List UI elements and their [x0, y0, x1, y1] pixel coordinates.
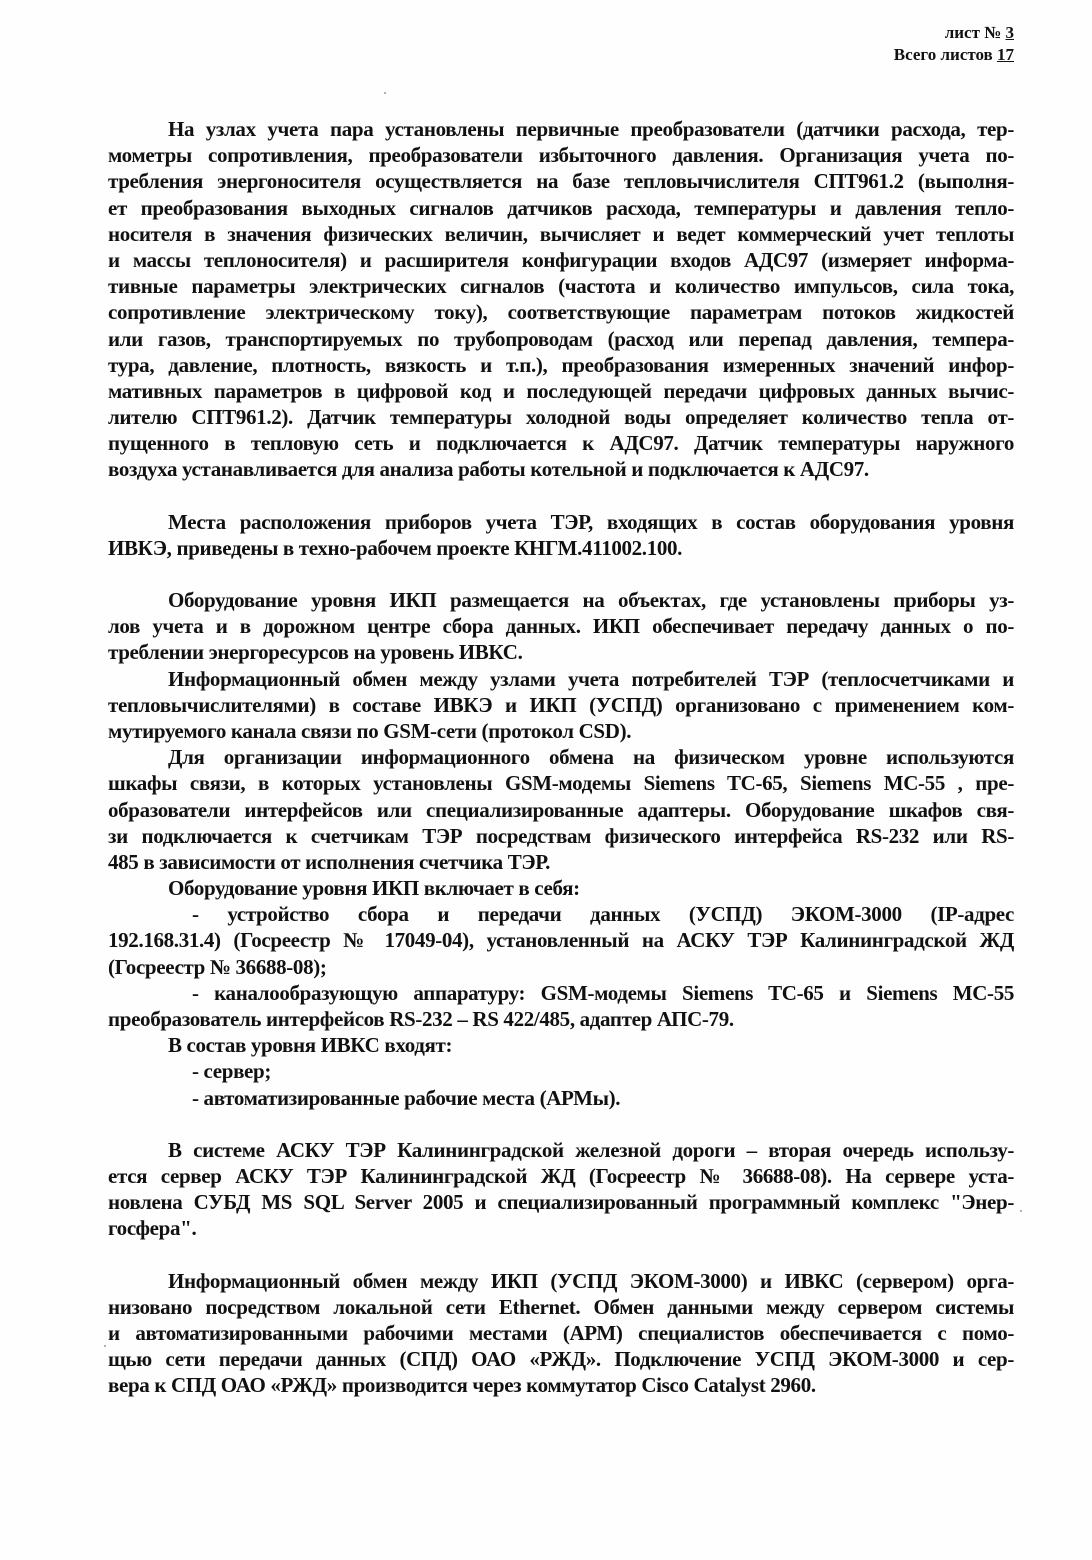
paragraph-network-exchange: [108, 1268, 1014, 1399]
sheet-number: 3: [1005, 23, 1014, 42]
text-line: лителю СПТ961.2). Датчик температуры холодной воды определяет количество тепла от-: [108, 405, 1014, 430]
text-line: Оборудование уровня ИКП размещается на объектах, где установлены приборы уз-: [168, 588, 1014, 612]
text-line: зи подключается к счетчикам ТЭР посредствам физического интерфейса RS-232 или RS-: [108, 823, 1014, 848]
text-line: образователи интерфейсов или специализированные адаптеры. Оборудование шкафов свя-: [108, 797, 1014, 822]
text-line: Места расположения приборов учета ТЭР, входящих в состав оборудования уровня: [168, 509, 1014, 534]
text-line: носителя в значения физических величин, вычисляет и ведет коммерческий учет теплоты: [108, 221, 1014, 246]
text-line: мативных параметров в цифровой код и последующей передачи цифровых данных вычис-: [108, 378, 1014, 403]
text-line: - каналообразующую аппаратуру: GSM-модемы Siemens TC-65 и Siemens MC-55: [192, 980, 1014, 1005]
text-line: 192.168.31.4) (Госреестр № 17049-04), установленный на АСКУ ТЭР Калининградской ЖД: [108, 928, 1014, 953]
scan-speck: [1020, 1210, 1022, 1212]
text-line: новлена СУБД MS SQL Server 2005 и специализированный программный комплекс "Энер-: [108, 1190, 1014, 1215]
list-ivks-components: [108, 1058, 1014, 1110]
text-line: На узлах учета пара установлены первичные преобразователи (датчики расхода, тер-: [168, 117, 1014, 141]
paragraph-ivks-includes: [108, 1032, 1014, 1058]
text-line: Информационный обмен между узлами учета потребителей ТЭР (теплосчетчиками и: [168, 666, 1014, 691]
scan-speck: [384, 92, 386, 94]
text-line: - устройство сбора и передачи данных (УСПД) ЭКОМ-3000 (IP-адрес: [192, 902, 1014, 927]
list-item-workstations: - автоматизированные рабочие места (АРМы).: [192, 1085, 621, 1110]
text-line: сопротивление электрическому току), соответствующие параметрам потоков жидкостей: [108, 300, 1014, 325]
text-line: и массы теплоносителя) и расширителя конфигурации входов АДС97 (измеряет информа-: [108, 247, 1014, 272]
total-sheets-line: [894, 44, 1014, 66]
paragraph-steam-metering: [108, 116, 1014, 483]
text-line: или газов, транспортируемых по трубопроводам (расход или перепад давления, темпера-: [108, 326, 1014, 351]
text-line: тура, давление, плотность, вязкость и т.п.), преобразования измеренных значений инфор-: [108, 352, 1014, 377]
text-line: пущенного в тепловую сеть и подключается к АДС97. Датчик температуры наружного: [108, 431, 1014, 456]
text-line: вера к СПД ОАО «РЖД» производится через коммутатор Cisco Catalyst 2960.: [108, 1373, 816, 1398]
text-line: щью сети передачи данных (СПД) ОАО «РЖД». Подключение УСПД ЭКОМ-3000 и сер-: [108, 1347, 1014, 1372]
document-body: [108, 116, 1014, 1398]
sheet-number-line: [894, 22, 1014, 44]
paragraph-info-exchange-gsm: [108, 666, 1014, 745]
text-line: Информационный обмен между ИКП (УСПД ЭКОМ-3000) и ИВКС (сервером) орга-: [168, 1268, 1014, 1293]
text-line: низовано посредством локальной сети Ethernet. Обмен данными между сервером системы: [108, 1294, 1014, 1319]
text-line: требления энергоносителя осуществляется на базе тепловычислителя СПТ961.2 (выполня-: [108, 169, 1014, 194]
text-line: ется сервер АСКУ ТЭР Калининградской ЖД (Госреестр № 36688-08). На сервере уста-: [108, 1163, 1014, 1188]
text-line: (Госреестр № 36688-08);: [108, 954, 327, 979]
text-line: Для организации информационного обмена на физическом уровне используются: [168, 745, 1014, 770]
total-sheets-number: 17: [997, 45, 1014, 64]
scan-speck: [104, 1345, 106, 1347]
text-line: мометры сопротивления, преобразователи избыточного давления. Организация учета по-: [108, 143, 1014, 168]
text-line: Оборудование уровня ИКП включает в себя:: [168, 876, 580, 901]
text-line: 485 в зависимости от исполнения счетчика ТЭР.: [108, 849, 551, 874]
paragraph-ikp-includes: [108, 875, 1014, 901]
text-line: ет преобразования выходных сигналов датчиков расхода, температуры и давления тепло-: [108, 195, 1014, 220]
text-line: госфера".: [108, 1216, 197, 1241]
list-item-uspd: [108, 901, 1014, 980]
text-line: лов учета и в дорожном центре сбора данных. ИКП обеспечивает передачу данных о по-: [108, 614, 1014, 639]
list-item-server: - сервер;: [192, 1059, 272, 1084]
text-line: В системе АСКУ ТЭР Калининградской железной дороги – вторая очередь использу-: [168, 1137, 1014, 1162]
paragraph-comm-cabinets: [108, 744, 1014, 875]
text-line: тепловычислителями) в составе ИВКЭ и ИКП (УСПД) организовано с применением ком-: [108, 692, 1014, 717]
paragraph-server-system: [108, 1137, 1014, 1242]
text-line: тивные параметры электрических сигналов (частота и количество импульсов, сила тока,: [108, 274, 1014, 299]
list-item-channel-equipment: [108, 980, 1014, 1032]
text-line: шкафы связи, в которых установлены GSM-модемы Siemens TC-65, Siemens MC-55 , пре-: [108, 771, 1014, 796]
paragraph-ikp-equipment: [108, 587, 1014, 666]
text-line: мутируемого канала связи по GSM-сети (протокол CSD).: [108, 718, 632, 743]
text-line: В состав уровня ИВКС входят:: [168, 1033, 453, 1058]
sheet-label: лист №: [944, 23, 1002, 42]
text-line: воздуха устанавливается для анализа работы котельной и подключается к АДС97.: [108, 457, 869, 482]
text-line: треблении энергоресурсов на уровень ИВКС.: [108, 640, 523, 665]
text-line: ИВКЭ, приведены в техно-рабочем проекте КНГМ.411002.100.: [108, 535, 683, 560]
paragraph-meter-locations: [108, 509, 1014, 561]
total-sheets-label: Всего листов: [893, 45, 993, 64]
text-line: преобразователь интерфейсов RS-232 – RS 422/485, адаптер АПС-79.: [108, 1007, 734, 1031]
text-line: и автоматизированными рабочими местами (АРМ) специалистов обеспечивается с помо-: [108, 1320, 1014, 1345]
sheet-info: [894, 22, 1014, 66]
